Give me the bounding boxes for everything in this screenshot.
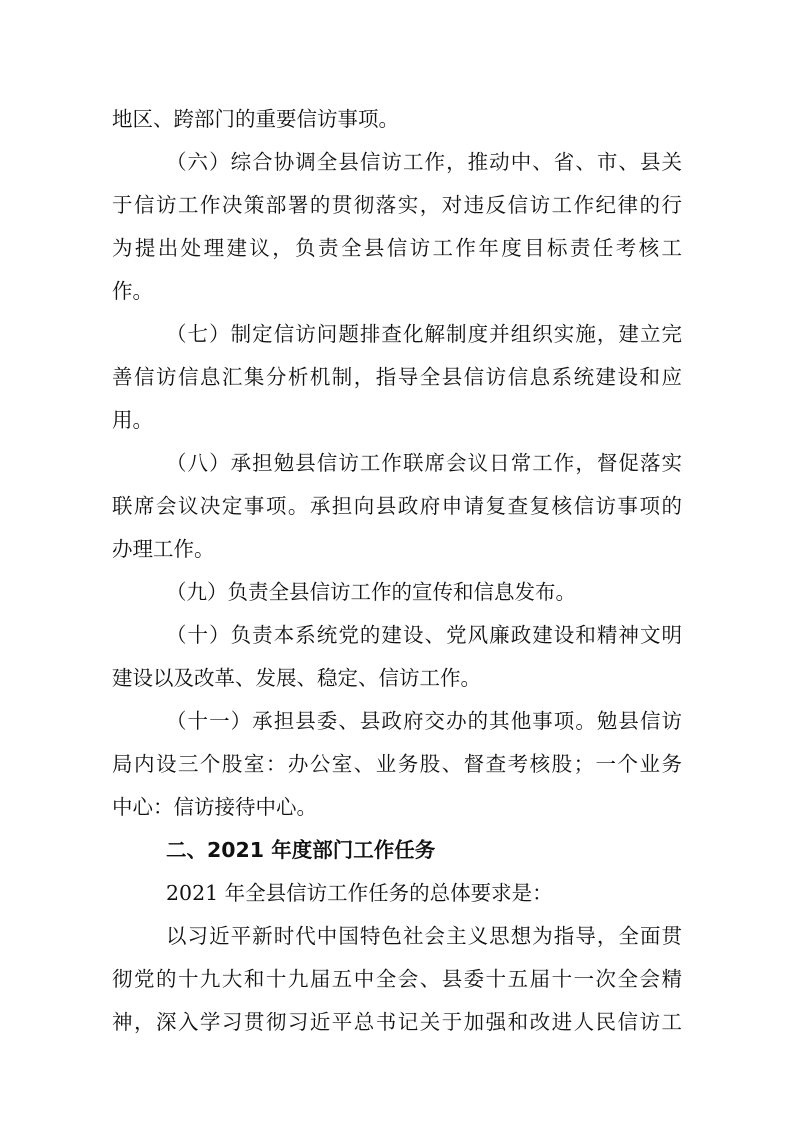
text-line: 联席会议决定事项。承担向县政府申请复查复核信访事项的 xyxy=(112,494,682,518)
text-line: 办理工作。 xyxy=(112,537,215,561)
text-line: 中心：信访接待中心。 xyxy=(112,795,317,819)
text-line: （九）负责全县信访工作的宣传和信息发布。 xyxy=(166,580,576,604)
text-line: 以习近平新时代中国特色社会主义思想为指导，全面贯 xyxy=(166,924,682,948)
text-line: 作。 xyxy=(112,279,153,303)
text-line: 用。 xyxy=(112,408,153,432)
section-heading: 二、2021 年度部门工作任务 xyxy=(166,838,436,862)
text-line: 神，深入学习贯彻习近平总书记关于加强和改进人民信访工 xyxy=(112,1010,682,1034)
text-line: 为提出处理建议，负责全县信访工作年度目标责任考核工 xyxy=(112,236,682,260)
text-line: 彻党的十九大和十九届五中全会、县委十五届十一次全会精 xyxy=(112,967,682,991)
text-line: 善信访信息汇集分析机制，指导全县信访信息系统建设和应 xyxy=(112,365,682,389)
text-line: 2021 年全县信访工作任务的总体要求是： xyxy=(166,881,553,905)
text-line: （八）承担勉县信访工作联席会议日常工作，督促落实 xyxy=(166,451,682,475)
text-line: （十一）承担县委、县政府交办的其他事项。勉县信访 xyxy=(166,709,682,733)
text-line: （七）制定信访问题排查化解制度并组织实施，建立完 xyxy=(166,322,682,346)
text-line: 地区、跨部门的重要信访事项。 xyxy=(112,107,399,131)
text-line: （六）综合协调全县信访工作，推动中、省、市、县关 xyxy=(166,150,682,174)
text-line: 局内设三个股室：办公室、业务股、督查考核股；一个业务 xyxy=(112,752,682,776)
text-line: （十）负责本系统党的建设、党风廉政建设和精神文明 xyxy=(166,623,682,647)
text-line: 于信访工作决策部署的贯彻落实，对违反信访工作纪律的行 xyxy=(112,193,682,217)
text-line: 建设以及改革、发展、稳定、信访工作。 xyxy=(112,666,481,690)
